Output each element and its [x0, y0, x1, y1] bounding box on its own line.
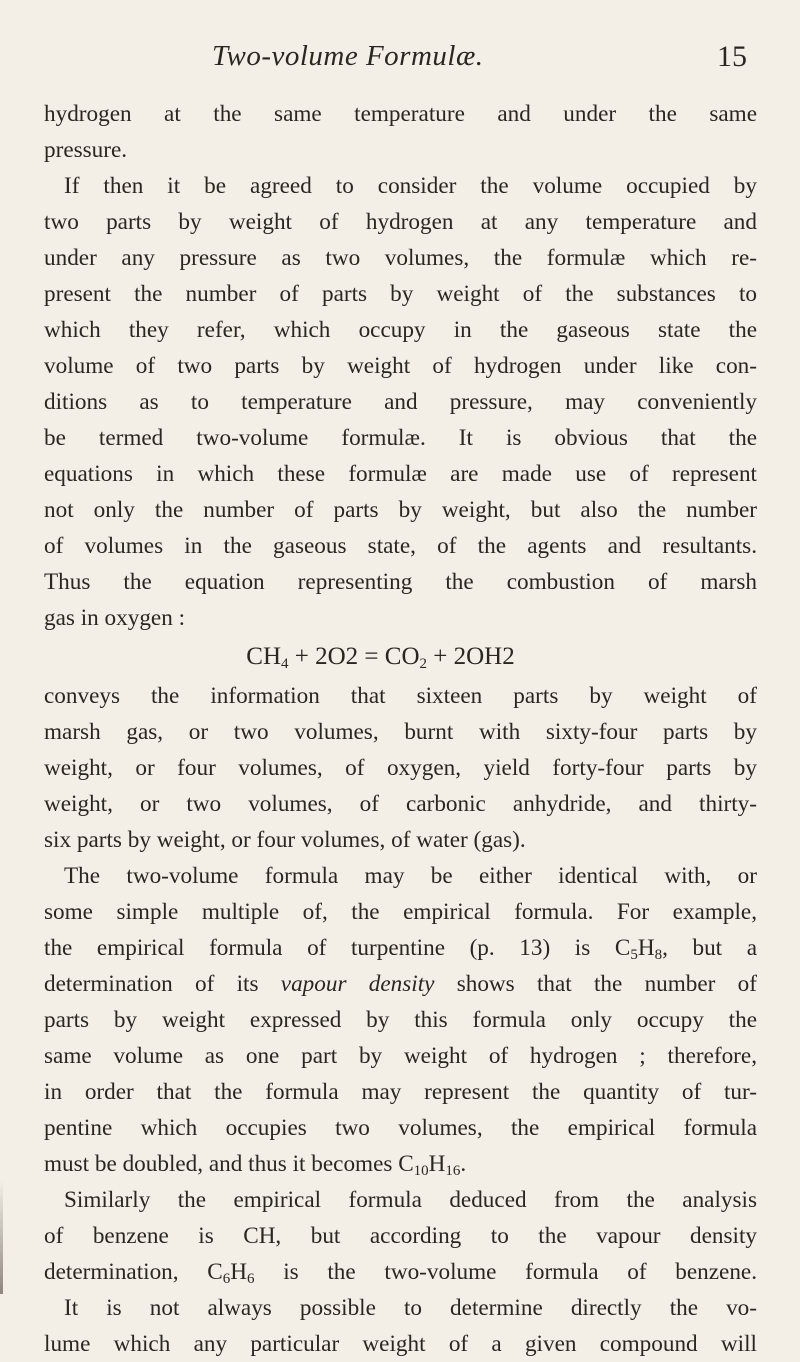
equation-line: $CH_4 + 2O2 = CO_2 + 2OH2$	[246, 643, 515, 672]
text-line: be termed two-volume formulæ. It is obvious that the	[44, 425, 757, 451]
text-line: ditions as to temperature and pressure, may conveniently	[44, 389, 757, 415]
text-line: of volumes in the gaseous state, of the agents and resultants.	[44, 533, 757, 559]
text-line: of benzene is CH, but according to the vapour density	[44, 1223, 757, 1249]
text-line: not only the number of parts by weight, but also the number	[44, 497, 757, 523]
text-line: pentine which occupies two volumes, the empirical formula	[44, 1115, 757, 1141]
page-edge-shadow	[0, 1180, 3, 1294]
text-line: which they refer, which occupy in the gaseous state the	[44, 317, 757, 343]
text-line: Similarly the empirical formula deduced from the analysis	[64, 1187, 757, 1213]
text-line: conveys the information that sixteen parts by weight of	[44, 683, 757, 709]
text-line: gas in oxygen :	[44, 605, 186, 631]
text-line: determination, $C_6H_6$ is the two-volume formula of benzene.	[44, 1259, 758, 1287]
text-line: weight, or four volumes, of oxygen, yield forty-four parts by	[44, 755, 757, 781]
text-line: equations in which these formulæ are made use of represent	[44, 461, 757, 487]
text-line: Thus the equation representing the combustion of marsh	[44, 569, 757, 595]
text-line: marsh gas, or two volumes, burnt with sixty-four parts by	[44, 719, 757, 745]
text-line: six parts by weight, or four volumes, of water (gas).	[44, 827, 526, 853]
text-line: same volume as one part by weight of hydrogen ; therefore,	[44, 1043, 757, 1069]
text-line: under any pressure as two volumes, the formulæ which re-	[44, 245, 757, 271]
text-line: It is not always possible to determine directly the vo-	[64, 1295, 757, 1321]
text-line: must be doubled, and thus it becomes $C_{10}H_{16}$.	[44, 1151, 467, 1179]
text-line: in order that the formula may represent the quantity of tur-	[44, 1079, 757, 1105]
text-line: determination of its vapour density shows that the number of	[44, 971, 757, 997]
page-number: 15	[717, 40, 747, 73]
text-line: parts by weight expressed by this formula only occupy the	[44, 1007, 757, 1033]
text-line: the empirical formula of turpentine (p. 13) is $C_5H_8$, but a	[44, 935, 758, 963]
text-line: hydrogen at the same temperature and under the same	[44, 101, 757, 127]
body-text	[44, 96, 757, 1362]
text-line: If then it be agreed to consider the volume occupied by	[64, 173, 757, 199]
text-line: volume of two parts by weight of hydrogen under like con-	[44, 353, 757, 379]
text-line: pressure.	[44, 137, 128, 163]
text-line: The two-volume formula may be either identical with, or	[64, 863, 757, 889]
text-line: weight, or two volumes, of carbonic anhydride, and thirty-	[44, 791, 757, 817]
running-head: Two-volume Formulæ.	[212, 40, 484, 72]
page-header	[0, 40, 800, 80]
text-line: some simple multiple of, the empirical formula. For example,	[44, 899, 757, 925]
text-line: two parts by weight of hydrogen at any temperature and	[44, 209, 757, 235]
text-line: lume which any particular weight of a given compound will	[44, 1331, 757, 1357]
text-line: present the number of parts by weight of the substances to	[44, 281, 757, 307]
